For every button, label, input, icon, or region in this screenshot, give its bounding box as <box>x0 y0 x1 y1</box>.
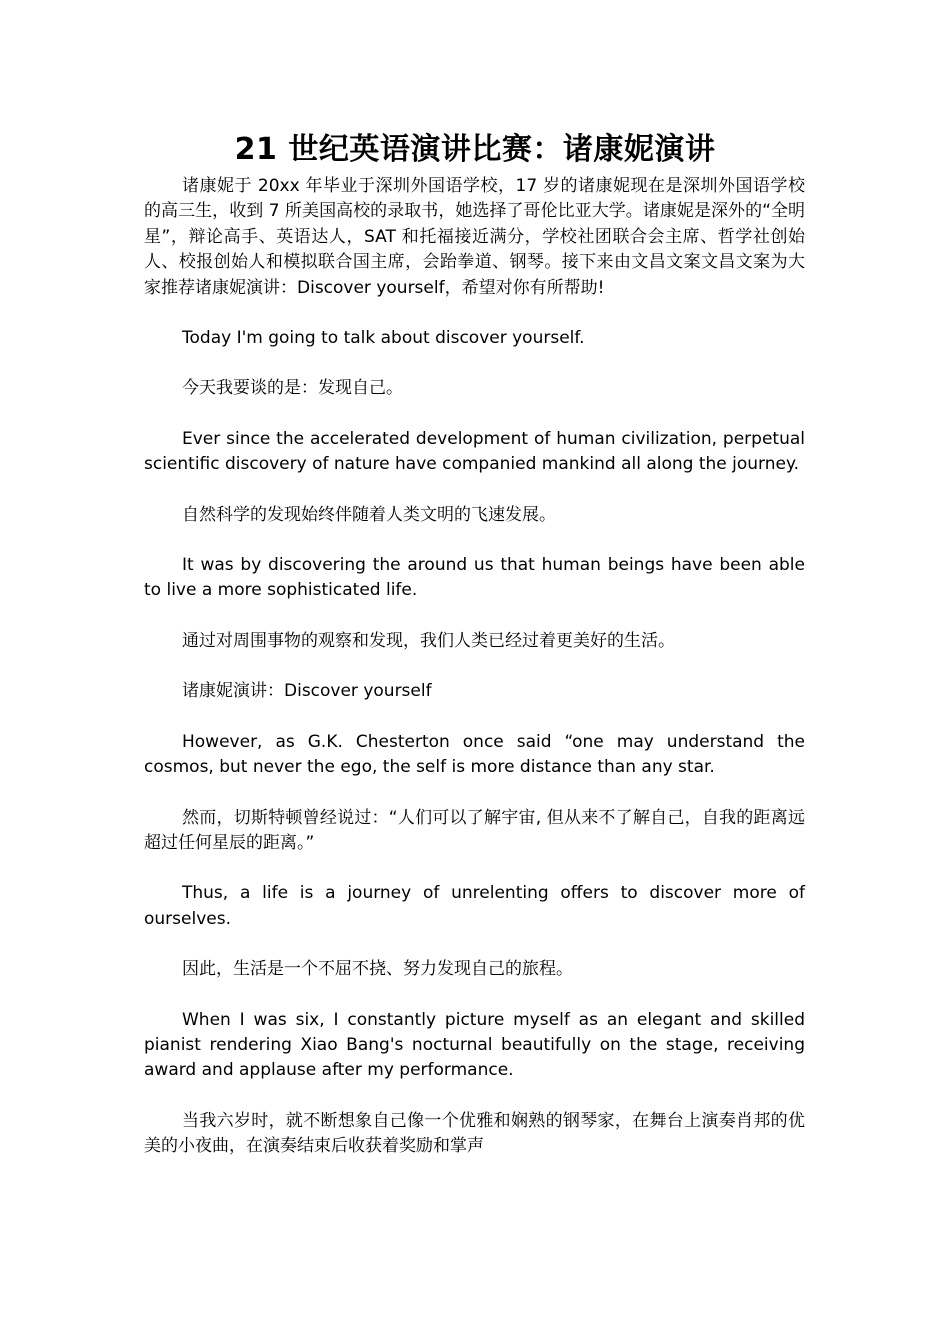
paragraph-subheading: 诸康妮演讲：Discover yourself <box>182 681 432 702</box>
document-body <box>144 174 805 1160</box>
paragraph: When I was six, I constantly picture myself as an elegant and skilled pianist rendering Xiao Bang's nocturnal beautifully on the stage, receiving award and applause after my performance. <box>144 1009 805 1081</box>
paragraph: It was by discovering the around us that human beings have been able to live a more sophisticated life. <box>144 555 805 601</box>
paragraph: 自然科学的发现始终伴随着人类文明的飞速发展。 <box>182 504 556 525</box>
paragraph: 通过对周围事物的观察和发现，我们人类已经过着更美好的生活。 <box>182 630 675 651</box>
paragraph: However, as G.K. Chesterton once said “one may understand the cosmos, but never the ego, the self is more distance than any star. <box>144 731 805 778</box>
paragraph-intro: 诸康妮于 20xx 年毕业于深圳外国语学校，17 岁的诸康妮现在是深圳外国语学校的高三生，收到 7 所美国高校的录取书，她选择了哥伦比亚大学。诸康妮是深外的“全明星”，辩论高手、英语达人，SAT 和托福接近满分，学校社团联合会主席、哲学社创始人、校报创始人和模拟联合国主席，会跆拳道、钢琴。接下来由文昌文案文昌文案为大家推荐诸康妮演讲：Discover yourself，希望对你有所帮助! <box>144 176 805 298</box>
paragraph: Today I'm going to talk about discover yourself. <box>182 328 585 349</box>
document-title: 21 世纪英语演讲比赛：诸康妮演讲 <box>234 132 716 167</box>
paragraph: 当我六岁时，就不断想象自己像一个优雅和娴熟的钢琴家，在舞台上演奏肖邦的优美的小夜曲，在演奏结束后收获着奖励和掌声 <box>144 1110 805 1157</box>
paragraph: Ever since the accelerated development of human civilization, perpetual scientific discovery of nature have companied mankind all along the journey. <box>144 428 805 475</box>
paragraph: 然而，切斯特顿曾经说过：“人们可以了解宇宙, 但从来不了解自己，自我的距离远超过任何星辰的距离。” <box>144 807 805 853</box>
paragraph: Thus, a life is a journey of unrelenting offers to discover more of ourselves. <box>144 883 805 929</box>
paragraph: 因此，生活是一个不屈不挠、努力发现自己的旅程。 <box>182 959 573 980</box>
paragraph: 今天我要谈的是：发现自己。 <box>182 378 403 399</box>
